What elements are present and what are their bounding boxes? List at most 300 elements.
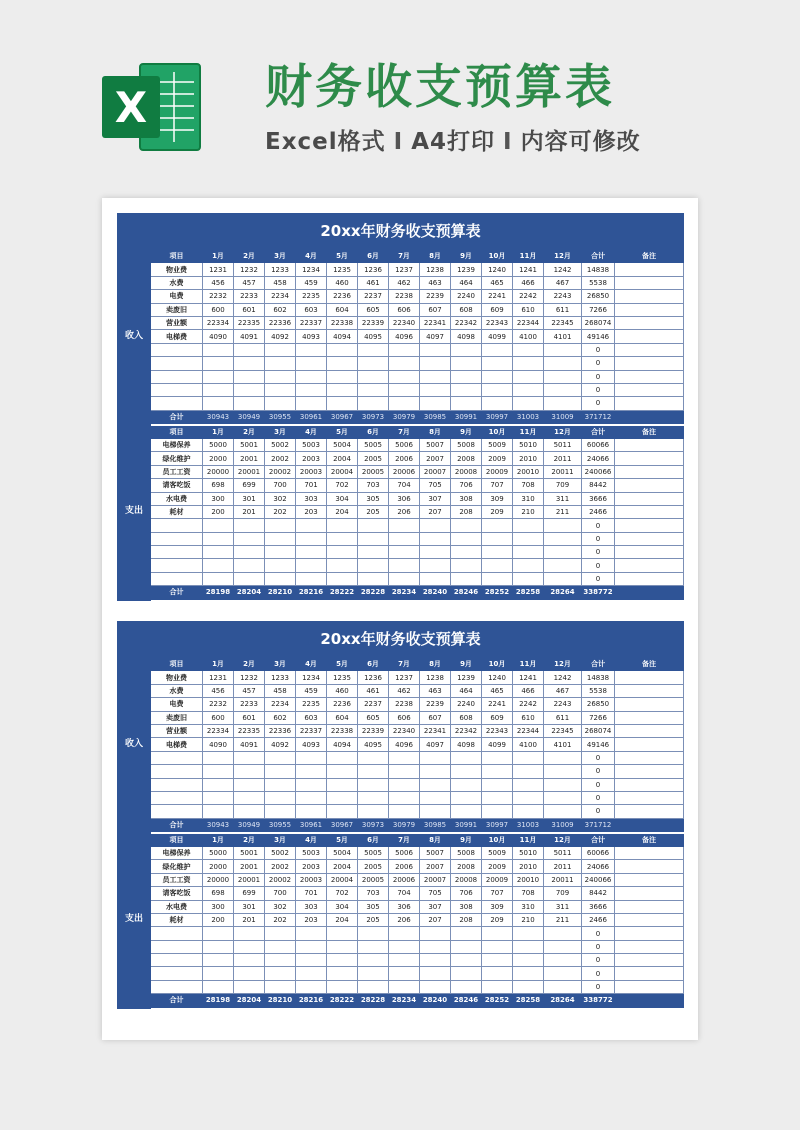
month-value: 460 <box>327 276 358 289</box>
empty-cell <box>234 546 265 559</box>
column-header: 项目 <box>151 250 203 263</box>
excel-icon <box>100 62 202 152</box>
remark-cell <box>615 994 684 1007</box>
row-total: 14838 <box>582 671 615 684</box>
month-value: 5008 <box>451 846 482 859</box>
empty-cell <box>544 519 582 532</box>
row-total: 240066 <box>582 465 615 478</box>
empty-cell <box>420 805 451 818</box>
summary-value: 30979 <box>389 410 420 423</box>
empty-row <box>118 791 684 804</box>
empty-cell <box>265 954 296 967</box>
column-header: 8月 <box>420 658 451 671</box>
month-value: 1233 <box>265 671 296 684</box>
remark-cell <box>615 290 684 303</box>
empty-cell <box>296 940 327 953</box>
remark-cell <box>615 967 684 980</box>
row-total: 0 <box>582 519 615 532</box>
empty-cell <box>420 791 451 804</box>
column-header: 6月 <box>358 250 389 263</box>
month-value: 2234 <box>265 290 296 303</box>
empty-cell <box>389 572 420 585</box>
column-header: 9月 <box>451 250 482 263</box>
column-header: 合计 <box>582 834 615 847</box>
remark-cell <box>615 438 684 451</box>
row-total: 0 <box>582 546 615 559</box>
empty-cell <box>151 519 203 532</box>
empty-row <box>118 572 684 585</box>
summary-value: 28222 <box>327 586 358 599</box>
row-total: 0 <box>582 370 615 383</box>
empty-cell <box>420 370 451 383</box>
month-value: 5000 <box>203 438 234 451</box>
month-value: 467 <box>544 276 582 289</box>
empty-cell <box>296 927 327 940</box>
remark-cell <box>615 303 684 316</box>
month-value: 709 <box>544 479 582 492</box>
month-value: 2008 <box>451 452 482 465</box>
summary-value: 30949 <box>234 410 265 423</box>
empty-cell <box>451 791 482 804</box>
empty-cell <box>544 940 582 953</box>
empty-cell <box>265 383 296 396</box>
row-total: 240066 <box>582 873 615 886</box>
month-value: 463 <box>420 276 451 289</box>
column-header: 12月 <box>544 658 582 671</box>
month-value: 1237 <box>389 263 420 276</box>
empty-cell <box>420 927 451 940</box>
row-label: 耗材 <box>151 505 203 518</box>
empty-cell <box>234 778 265 791</box>
empty-cell <box>482 572 513 585</box>
month-value: 2242 <box>513 290 544 303</box>
empty-cell <box>265 940 296 953</box>
month-value: 5011 <box>544 438 582 451</box>
month-value: 4094 <box>327 330 358 343</box>
empty-cell <box>513 805 544 818</box>
summary-value: 28258 <box>513 994 544 1007</box>
empty-cell <box>327 765 358 778</box>
empty-cell <box>296 751 327 764</box>
month-value: 703 <box>358 479 389 492</box>
month-value: 456 <box>203 276 234 289</box>
remark-cell <box>615 343 684 356</box>
empty-cell <box>451 546 482 559</box>
empty-cell <box>544 357 582 370</box>
column-header: 备注 <box>615 250 684 263</box>
empty-cell <box>389 778 420 791</box>
summary-value: 30955 <box>265 818 296 831</box>
month-value: 301 <box>234 900 265 913</box>
summary-value: 28216 <box>296 586 327 599</box>
table-row <box>118 724 684 737</box>
column-header: 3月 <box>265 250 296 263</box>
empty-cell <box>451 572 482 585</box>
row-label: 卖废旧 <box>151 711 203 724</box>
month-value: 699 <box>234 479 265 492</box>
month-value: 22336 <box>265 724 296 737</box>
month-value: 200 <box>203 913 234 926</box>
empty-cell <box>358 940 389 953</box>
column-header: 12月 <box>544 250 582 263</box>
month-value: 4101 <box>544 738 582 751</box>
month-value: 700 <box>265 887 296 900</box>
month-value: 2243 <box>544 290 582 303</box>
empty-cell <box>151 383 203 396</box>
month-value: 461 <box>358 276 389 289</box>
empty-cell <box>151 397 203 410</box>
month-value: 1236 <box>358 671 389 684</box>
month-value: 304 <box>327 492 358 505</box>
summary-value: 28258 <box>513 586 544 599</box>
month-value: 4100 <box>513 738 544 751</box>
row-total: 0 <box>582 778 615 791</box>
empty-cell <box>151 357 203 370</box>
empty-cell <box>151 546 203 559</box>
column-header-row <box>118 250 684 263</box>
empty-cell <box>296 765 327 778</box>
summary-total: 338772 <box>582 994 615 1007</box>
empty-cell <box>265 980 296 993</box>
empty-cell <box>296 383 327 396</box>
column-header: 8月 <box>420 834 451 847</box>
month-value: 22341 <box>420 316 451 329</box>
month-value: 708 <box>513 887 544 900</box>
month-value: 210 <box>513 505 544 518</box>
empty-cell <box>420 546 451 559</box>
month-value: 302 <box>265 492 296 505</box>
month-value: 308 <box>451 492 482 505</box>
summary-value: 30955 <box>265 410 296 423</box>
summary-total: 371712 <box>582 818 615 831</box>
column-header: 1月 <box>203 250 234 263</box>
month-value: 2232 <box>203 290 234 303</box>
month-value: 704 <box>389 479 420 492</box>
month-value: 310 <box>513 492 544 505</box>
month-value: 206 <box>389 505 420 518</box>
empty-cell <box>151 778 203 791</box>
table-row <box>118 465 684 478</box>
summary-value: 28204 <box>234 586 265 599</box>
row-total: 24066 <box>582 860 615 873</box>
empty-cell <box>265 559 296 572</box>
month-value: 4093 <box>296 330 327 343</box>
month-value: 458 <box>265 276 296 289</box>
empty-cell <box>482 383 513 396</box>
month-value: 4098 <box>451 738 482 751</box>
month-value: 607 <box>420 711 451 724</box>
empty-cell <box>203 559 234 572</box>
remark-cell <box>615 559 684 572</box>
empty-cell <box>389 397 420 410</box>
remark-cell <box>615 383 684 396</box>
empty-cell <box>327 980 358 993</box>
row-label: 电梯费 <box>151 330 203 343</box>
month-value: 608 <box>451 303 482 316</box>
month-value: 1242 <box>544 671 582 684</box>
month-value: 208 <box>451 913 482 926</box>
month-value: 5002 <box>265 438 296 451</box>
empty-row <box>118 343 684 356</box>
empty-cell <box>420 383 451 396</box>
summary-label: 合计 <box>151 818 203 831</box>
empty-cell <box>544 967 582 980</box>
empty-cell <box>234 967 265 980</box>
section-label: 支出 <box>118 834 151 1008</box>
row-total: 2466 <box>582 913 615 926</box>
empty-cell <box>203 343 234 356</box>
empty-cell <box>296 805 327 818</box>
month-value: 22342 <box>451 316 482 329</box>
table-row <box>118 860 684 873</box>
empty-cell <box>203 927 234 940</box>
empty-cell <box>451 383 482 396</box>
month-value: 5003 <box>296 438 327 451</box>
month-value: 2011 <box>544 452 582 465</box>
empty-row <box>118 370 684 383</box>
row-total: 268074 <box>582 724 615 737</box>
summary-value: 28204 <box>234 994 265 1007</box>
month-value: 20004 <box>327 873 358 886</box>
month-value: 604 <box>327 303 358 316</box>
month-value: 706 <box>451 887 482 900</box>
sheet-title: 20xx年财务收支预算表 <box>117 213 684 250</box>
month-value: 5006 <box>389 438 420 451</box>
month-value: 300 <box>203 492 234 505</box>
remark-cell <box>615 671 684 684</box>
table-row <box>118 263 684 276</box>
month-value: 4098 <box>451 330 482 343</box>
month-value: 1231 <box>203 671 234 684</box>
budget-sheet <box>117 213 684 601</box>
empty-row <box>118 532 684 545</box>
row-total: 8442 <box>582 479 615 492</box>
empty-cell <box>203 572 234 585</box>
empty-cell <box>265 370 296 383</box>
empty-cell <box>513 546 544 559</box>
summary-value: 30985 <box>420 410 451 423</box>
row-total: 14838 <box>582 263 615 276</box>
empty-cell <box>234 751 265 764</box>
column-header: 2月 <box>234 658 265 671</box>
budget-sheet <box>117 621 684 1009</box>
month-value: 4100 <box>513 330 544 343</box>
empty-cell <box>420 778 451 791</box>
column-header: 项目 <box>151 834 203 847</box>
month-value: 309 <box>482 492 513 505</box>
month-value: 1238 <box>420 671 451 684</box>
empty-cell <box>203 519 234 532</box>
summary-value: 28252 <box>482 586 513 599</box>
column-header: 3月 <box>265 658 296 671</box>
row-total: 0 <box>582 572 615 585</box>
empty-cell <box>296 572 327 585</box>
month-value: 22337 <box>296 724 327 737</box>
empty-cell <box>358 397 389 410</box>
empty-cell <box>513 954 544 967</box>
empty-cell <box>389 791 420 804</box>
table-row <box>118 738 684 751</box>
month-value: 20006 <box>389 465 420 478</box>
empty-cell <box>327 357 358 370</box>
empty-cell <box>420 765 451 778</box>
column-header: 合计 <box>582 658 615 671</box>
empty-row <box>118 805 684 818</box>
month-value: 2237 <box>358 290 389 303</box>
empty-cell <box>234 532 265 545</box>
row-total: 0 <box>582 383 615 396</box>
row-label: 物业费 <box>151 671 203 684</box>
empty-cell <box>327 559 358 572</box>
month-value: 1233 <box>265 263 296 276</box>
month-value: 1240 <box>482 671 513 684</box>
column-header: 1月 <box>203 426 234 439</box>
empty-cell <box>451 940 482 953</box>
empty-cell <box>389 519 420 532</box>
empty-cell <box>265 765 296 778</box>
empty-cell <box>358 927 389 940</box>
row-label: 营业额 <box>151 724 203 737</box>
empty-cell <box>358 357 389 370</box>
empty-cell <box>327 967 358 980</box>
summary-value: 30973 <box>358 818 389 831</box>
empty-cell <box>327 791 358 804</box>
empty-cell <box>203 980 234 993</box>
empty-cell <box>203 778 234 791</box>
empty-cell <box>544 765 582 778</box>
table-row <box>118 846 684 859</box>
month-value: 4097 <box>420 330 451 343</box>
column-header-row <box>118 658 684 671</box>
month-value: 1235 <box>327 671 358 684</box>
empty-cell <box>327 940 358 953</box>
empty-cell <box>358 751 389 764</box>
month-value: 466 <box>513 684 544 697</box>
month-value: 2232 <box>203 698 234 711</box>
empty-cell <box>482 357 513 370</box>
row-total: 0 <box>582 791 615 804</box>
column-header: 4月 <box>296 834 327 847</box>
row-total: 3666 <box>582 900 615 913</box>
month-value: 4099 <box>482 330 513 343</box>
remark-cell <box>615 263 684 276</box>
empty-cell <box>234 343 265 356</box>
month-value: 20000 <box>203 465 234 478</box>
empty-cell <box>544 546 582 559</box>
column-header: 11月 <box>513 834 544 847</box>
row-total: 0 <box>582 343 615 356</box>
month-value: 22335 <box>234 316 265 329</box>
month-value: 4093 <box>296 738 327 751</box>
empty-cell <box>203 765 234 778</box>
empty-cell <box>420 940 451 953</box>
empty-row <box>118 778 684 791</box>
remark-cell <box>615 698 684 711</box>
table-row <box>118 900 684 913</box>
summary-value: 28264 <box>544 994 582 1007</box>
month-value: 607 <box>420 303 451 316</box>
month-value: 2004 <box>327 452 358 465</box>
empty-cell <box>482 765 513 778</box>
month-value: 1240 <box>482 263 513 276</box>
subtitle-print: A4打印 <box>411 129 496 155</box>
month-value: 205 <box>358 913 389 926</box>
summary-value: 28216 <box>296 994 327 1007</box>
month-value: 706 <box>451 479 482 492</box>
remark-cell <box>615 452 684 465</box>
month-value: 702 <box>327 479 358 492</box>
empty-cell <box>451 927 482 940</box>
month-value: 2239 <box>420 290 451 303</box>
remark-cell <box>615 900 684 913</box>
summary-value: 30997 <box>482 818 513 831</box>
empty-cell <box>234 397 265 410</box>
summary-value: 30943 <box>203 410 234 423</box>
row-label: 水电费 <box>151 900 203 913</box>
empty-cell <box>482 751 513 764</box>
empty-cell <box>327 383 358 396</box>
column-header: 2月 <box>234 426 265 439</box>
empty-row <box>118 940 684 953</box>
column-header: 9月 <box>451 834 482 847</box>
table-row <box>118 303 684 316</box>
month-value: 2236 <box>327 698 358 711</box>
column-header: 11月 <box>513 250 544 263</box>
empty-cell <box>358 765 389 778</box>
month-value: 600 <box>203 303 234 316</box>
remark-cell <box>615 927 684 940</box>
month-value: 611 <box>544 711 582 724</box>
month-value: 707 <box>482 887 513 900</box>
column-header: 3月 <box>265 834 296 847</box>
table-row <box>118 330 684 343</box>
month-value: 608 <box>451 711 482 724</box>
month-value: 5003 <box>296 846 327 859</box>
empty-cell <box>234 940 265 953</box>
empty-cell <box>203 532 234 545</box>
empty-cell <box>327 954 358 967</box>
empty-cell <box>482 980 513 993</box>
empty-cell <box>234 370 265 383</box>
empty-cell <box>327 572 358 585</box>
empty-cell <box>389 546 420 559</box>
remark-cell <box>615 492 684 505</box>
row-label: 电费 <box>151 698 203 711</box>
row-total: 0 <box>582 559 615 572</box>
empty-cell <box>358 546 389 559</box>
month-value: 22344 <box>513 724 544 737</box>
month-value: 20011 <box>544 465 582 478</box>
remark-cell <box>615 479 684 492</box>
month-value: 5002 <box>265 846 296 859</box>
summary-value: 30943 <box>203 818 234 831</box>
row-total: 0 <box>582 940 615 953</box>
empty-cell <box>265 519 296 532</box>
month-value: 20002 <box>265 873 296 886</box>
empty-cell <box>544 370 582 383</box>
empty-cell <box>513 980 544 993</box>
month-value: 701 <box>296 887 327 900</box>
empty-cell <box>482 532 513 545</box>
empty-cell <box>420 343 451 356</box>
row-total: 8442 <box>582 887 615 900</box>
summary-value: 30961 <box>296 818 327 831</box>
month-value: 5001 <box>234 846 265 859</box>
summary-value: 28210 <box>265 994 296 1007</box>
remark-cell <box>615 330 684 343</box>
month-value: 2001 <box>234 860 265 873</box>
month-value: 208 <box>451 505 482 518</box>
